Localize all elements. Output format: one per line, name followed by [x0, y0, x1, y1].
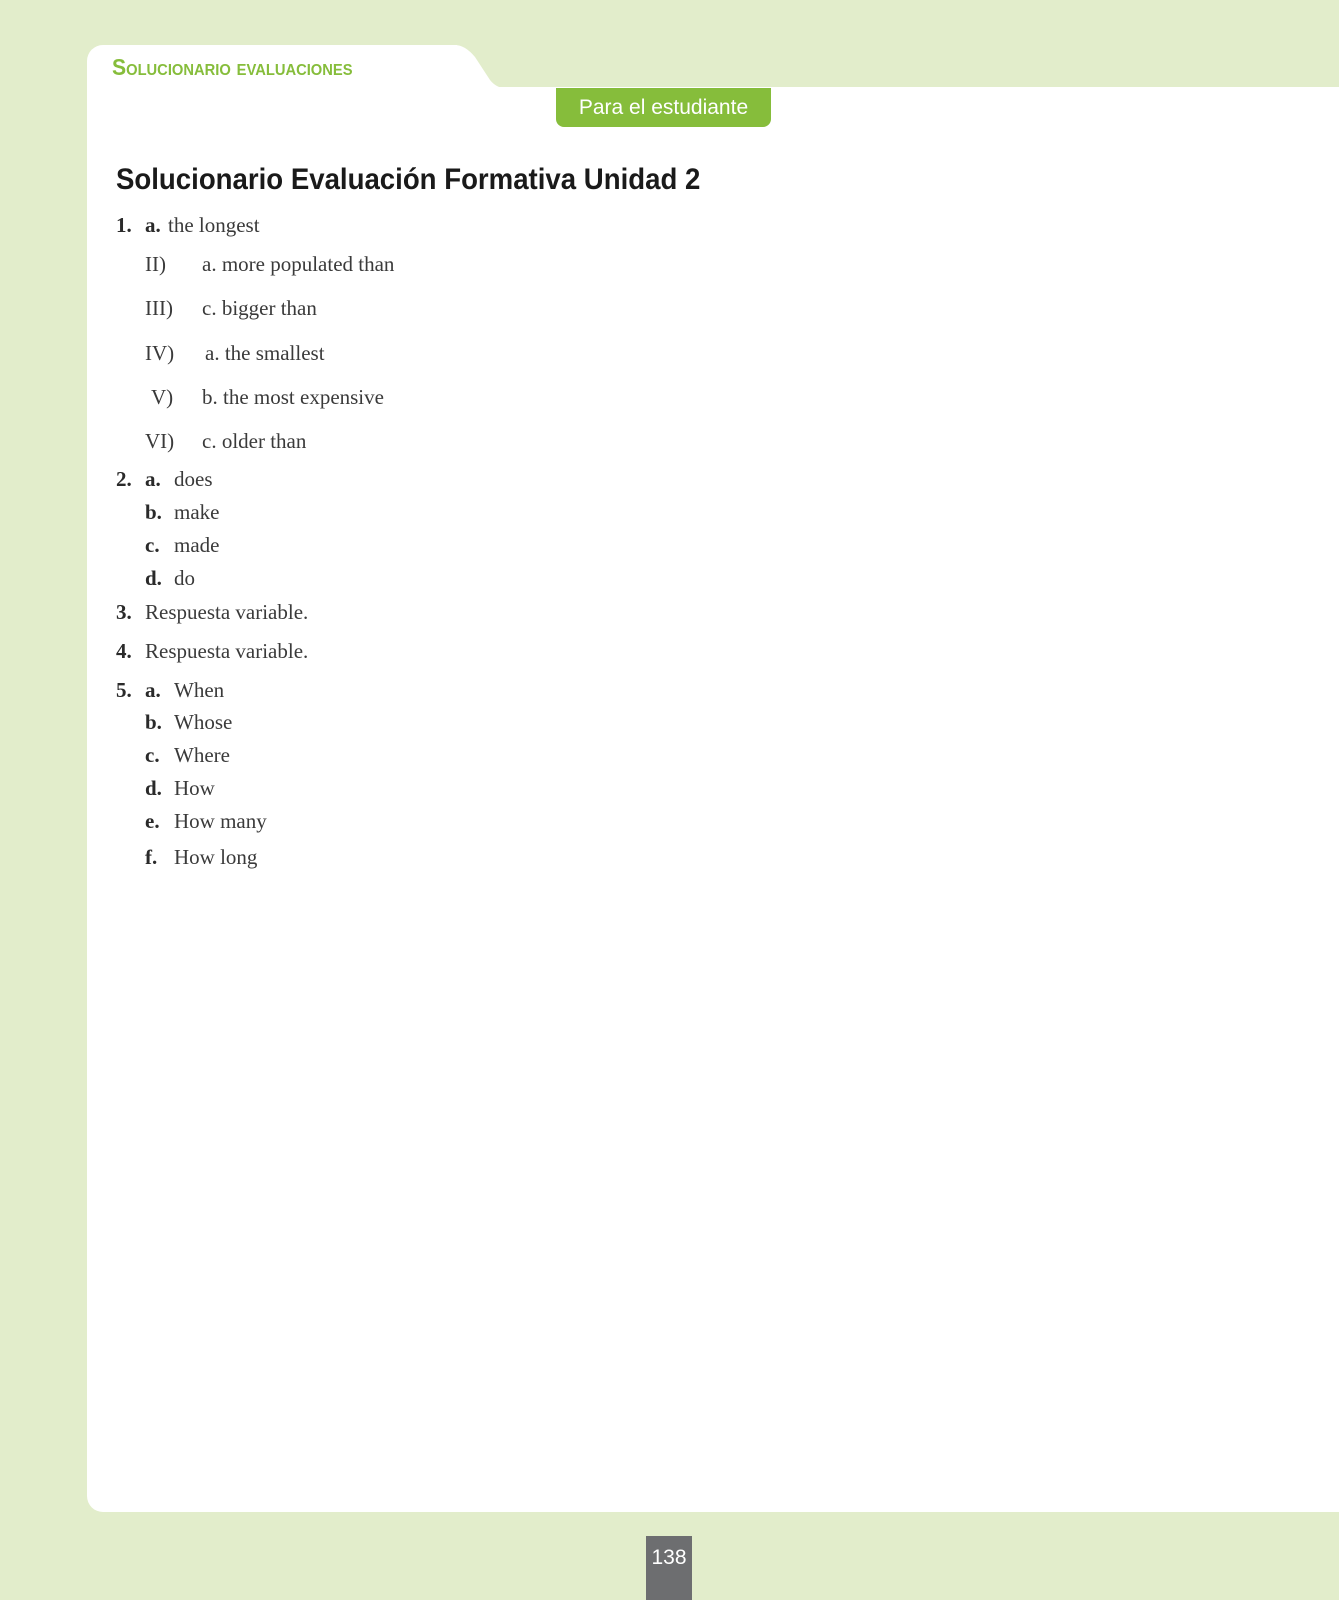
answer-text: the longest	[168, 213, 260, 237]
question-number: 4.	[116, 639, 132, 663]
answer-text: When	[174, 678, 225, 702]
answer-text: do	[174, 566, 195, 590]
answer-letter: d.	[145, 566, 162, 590]
section-title: Solucionario evaluaciones	[112, 54, 353, 80]
question-number: 5.	[116, 678, 132, 702]
question-number: 1.	[116, 213, 132, 237]
header-tab-slope	[450, 45, 510, 90]
answer-letter: a.	[145, 213, 161, 237]
answer-text: c. older than	[202, 429, 307, 453]
answer-text: a. the smallest	[205, 341, 325, 365]
answer-text: made	[174, 533, 220, 557]
audience-badge: Para el estudiante	[556, 88, 771, 127]
answer-text: Whose	[174, 710, 233, 734]
answer-letter: d.	[145, 776, 162, 800]
roman-numeral: II)	[145, 252, 166, 276]
roman-numeral: III)	[145, 296, 173, 320]
answer-text: How many	[174, 809, 267, 833]
roman-numeral: V)	[151, 385, 174, 409]
page-number: 138	[646, 1536, 692, 1600]
answer-text: b. the most expensive	[202, 385, 384, 409]
answer-letter: b.	[145, 710, 162, 734]
question-number: 3.	[116, 600, 132, 624]
answer-text: does	[174, 467, 213, 491]
answer-letter: c.	[145, 533, 160, 557]
answer-letter: e.	[145, 809, 160, 833]
answer-text: c. bigger than	[202, 296, 317, 320]
answer-text: How	[174, 776, 215, 800]
page-title: Solucionario Evaluación Formativa Unidad 2	[116, 163, 701, 196]
answer-text: How long	[174, 845, 258, 869]
roman-numeral: VI)	[145, 429, 175, 453]
question-number: 2.	[116, 467, 132, 491]
answer-letter: c.	[145, 743, 160, 767]
answer-letter: a.	[145, 467, 161, 491]
answer-letter: b.	[145, 500, 162, 524]
answer-text: Respuesta variable.	[145, 639, 309, 663]
answer-text: a. more populated than	[202, 252, 395, 276]
answer-letter: f.	[145, 845, 158, 869]
answer-text: make	[174, 500, 220, 524]
answer-text: Where	[174, 743, 230, 767]
roman-numeral: IV)	[145, 341, 175, 365]
answer-text: Respuesta variable.	[145, 600, 309, 624]
answer-letter: a.	[145, 678, 161, 702]
